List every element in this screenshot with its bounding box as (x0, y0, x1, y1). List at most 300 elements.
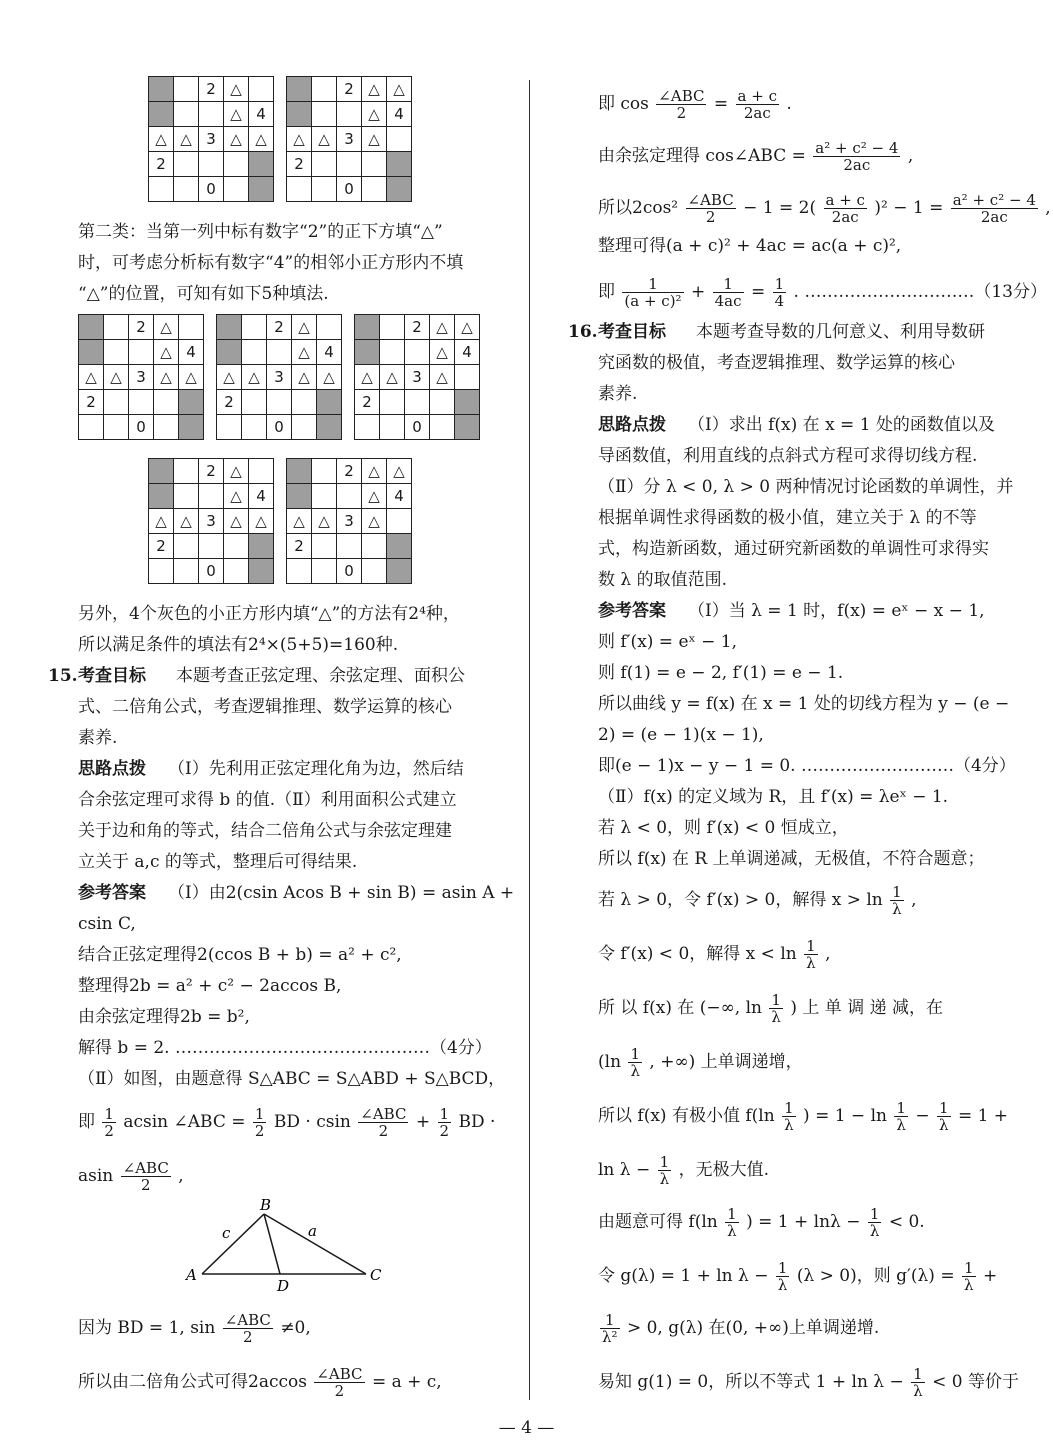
grid-cell: 2 (405, 315, 430, 340)
paragraph-line: 整理得2b = a² + c² − 2accos B, (78, 976, 342, 996)
grid-row (287, 77, 412, 102)
paragraph-line: （Ⅰ）求出 f(x) 在 x = 1 处的函数值以及 (688, 415, 995, 435)
grid-cell (380, 315, 405, 340)
grid-cell: △ (79, 365, 104, 390)
grid-cell (287, 459, 312, 484)
grid-cell (337, 534, 362, 559)
grid-cell: 0 (337, 177, 362, 202)
grid-row (79, 315, 204, 340)
grid-row (217, 390, 342, 415)
grid-cell (287, 177, 312, 202)
grid-cell (249, 77, 274, 102)
grid-cell (174, 102, 199, 127)
grid-cell: △ (430, 340, 455, 365)
question-number: 15. (48, 666, 78, 686)
grid-cell (317, 390, 342, 415)
grid-row (287, 102, 412, 127)
grid-cell: 3 (337, 509, 362, 534)
grid-cell: △ (154, 365, 179, 390)
fraction: $\frac{1}{\lambda}$ (892, 883, 902, 918)
grid-cell: △ (312, 127, 337, 152)
grid-cell (224, 152, 249, 177)
grid-cell: 2 (287, 534, 312, 559)
fraction: $\frac{\text{∠ABC}}{2}$ (360, 1105, 407, 1140)
fraction: $\frac{1}{\text{(a + c)²}}$ (624, 275, 682, 310)
grid-cell (317, 415, 342, 440)
fraction: $\frac{1}{\lambda}$ (784, 1099, 794, 1134)
grid-cell: △ (455, 315, 480, 340)
equation-line: 即 $\frac{1}{\text{(a + c)²}}$ + $\frac{1}{4ac}$ = $\frac{1}{4}$ . …………………………（13分） (598, 275, 1047, 310)
grid (286, 458, 412, 584)
grid-cell: △ (224, 459, 249, 484)
grid-cell (405, 390, 430, 415)
paragraph-line: 合余弦定理可求得 b 的值.（Ⅱ）利用面积公式建立 (78, 790, 457, 810)
grid-cell (312, 534, 337, 559)
paragraph-line: 立关于 a,c 的等式，整理后可得结果. (78, 852, 358, 872)
grid-cell (312, 177, 337, 202)
paragraph-line: 若 λ < 0，则 f′(x) < 0 恒成立， (598, 818, 849, 838)
paragraph-line: 第二类：当第一列中标有数字“2”的正下方填“△” (78, 222, 443, 242)
grid-cell (224, 534, 249, 559)
grid-cell: 2 (217, 390, 242, 415)
equation-line: 即 cos $\frac{\text{∠ABC}}{2}$ = $\frac{a + c}{2ac}$ . (598, 87, 792, 122)
side-ab (202, 1214, 264, 1274)
grid-cell (242, 315, 267, 340)
equation-line: 由余弦定理得 cos∠ABC = $\frac{\text{a² + c² − 4}}{2ac}$ , (598, 139, 914, 174)
grid-cell: △ (430, 315, 455, 340)
grid-cell (362, 534, 387, 559)
equation-line: ln λ − $\frac{1}{\lambda}$ ，无极大值. (598, 1153, 769, 1188)
grid-cell: △ (362, 102, 387, 127)
grid-cell (387, 534, 412, 559)
grid (286, 76, 412, 202)
grid-cell (174, 559, 199, 584)
fraction: $\frac{1}{2}$ (254, 1105, 265, 1140)
grid-cell: 2 (199, 459, 224, 484)
grid-cell: △ (224, 509, 249, 534)
grid-cell (149, 177, 174, 202)
grid-cell (79, 340, 104, 365)
paragraph-line: 所以满足条件的填法有2⁴×(5+5)=160种. (78, 635, 399, 655)
grid-cell: 2 (267, 315, 292, 340)
grid-cell (287, 102, 312, 127)
grid-row (149, 102, 274, 127)
fraction: $\frac{\text{a² + c² − 4}}{2ac}$ (952, 191, 1036, 226)
grid-cell: 2 (199, 77, 224, 102)
grid-row (355, 365, 480, 390)
paragraph-line: 即(e − 1)x − y − 1 = 0. ………………………（4分） (598, 756, 1016, 776)
grid-cell: △ (224, 102, 249, 127)
paragraph-line: 根据单调性求得函数的极小值，建立关于 λ 的不等 (598, 508, 977, 528)
grid-cell (224, 177, 249, 202)
grid-cell (217, 340, 242, 365)
grid-cell (249, 459, 274, 484)
grid-row (355, 340, 480, 365)
grid-cell: △ (292, 315, 317, 340)
grid-cell: △ (287, 127, 312, 152)
grid-row (217, 315, 342, 340)
grid-row (287, 459, 412, 484)
grid-row (217, 415, 342, 440)
grid-cell (154, 415, 179, 440)
grid-row (149, 459, 274, 484)
grid-row (217, 365, 342, 390)
grid-cell: △ (362, 127, 387, 152)
grid-cell: △ (224, 484, 249, 509)
fraction: $\frac{1}{\lambda}$ (869, 1205, 880, 1240)
grid-cell (249, 177, 274, 202)
grid-cell (249, 534, 274, 559)
grid-cell (317, 315, 342, 340)
equation-line: 由题意可得 f(ln $\frac{1}{\lambda}$ ) = 1 + lnλ − $\frac{1}{\lambda}$ < 0. (598, 1205, 925, 1240)
grid-cell: 0 (199, 559, 224, 584)
grid-row (355, 315, 480, 340)
fraction: $\frac{1}{\lambda}$ (630, 1045, 640, 1080)
equation-line: 所以 f(x) 有极小值 f(ln $\frac{1}{\lambda}$ ) = 1 − ln $\frac{1}{\lambda}$ − $\frac{1}{\lambda}$ = 1 + (598, 1099, 1009, 1134)
grid-cell: 3 (337, 127, 362, 152)
grid-cell: △ (317, 365, 342, 390)
grid-row (79, 365, 204, 390)
fraction: $\frac{\text{∠ABC}}{2}$ (224, 1311, 271, 1346)
grid-cell: △ (362, 77, 387, 102)
grid-cell (242, 415, 267, 440)
paragraph-line: 由余弦定理得2b = b², (78, 1007, 250, 1027)
grid-cell (179, 415, 204, 440)
grid-cell: 3 (267, 365, 292, 390)
grid-cell: 0 (405, 415, 430, 440)
paragraph-line: 本题考查正弦定理、余弦定理、面积公 (176, 666, 465, 686)
paragraph-line: 式、二倍角公式，考查逻辑推理、数学运算的核心 (78, 697, 452, 717)
fraction: $\frac{a + c}{2ac}$ (825, 191, 865, 226)
paragraph-line: （Ⅱ）如图，由题意得 S△ABC = S△ABD + S△BCD， (78, 1069, 506, 1089)
fraction: $\frac{1}{\lambda}$ (771, 991, 781, 1026)
equation-line: 因为 BD = 1, sin $\frac{\text{∠ABC}}{2}$ ≠0, (78, 1311, 311, 1346)
grid-cell (287, 77, 312, 102)
grid-cell: △ (154, 315, 179, 340)
section-label: 考查目标 (78, 666, 146, 686)
grid-cell (287, 559, 312, 584)
grid-cell (355, 415, 380, 440)
grid-cell: △ (387, 459, 412, 484)
grid-cell (287, 484, 312, 509)
grid-cell (129, 340, 154, 365)
grid-row (287, 534, 412, 559)
paragraph-line: 本题考查导数的几何意义、利用导数研 (696, 322, 985, 342)
grid-cell: 2 (337, 77, 362, 102)
section-label: 参考答案 (78, 883, 146, 903)
grid-cell (174, 177, 199, 202)
fraction: $\frac{1}{4ac}$ (714, 275, 742, 310)
fraction: $\frac{1}{\lambda}$ (896, 1099, 906, 1134)
label-d: D (277, 1277, 290, 1295)
label-side-c: c (222, 1224, 231, 1242)
paragraph-line: 所以 f(x) 在 R 上单调递减，无极值，不符合题意； (598, 849, 985, 869)
paragraph-line: 另外，4个灰色的小正方形内填“△”的方法有2⁴种， (78, 604, 460, 624)
grid-cell: 2 (287, 152, 312, 177)
grid-row (217, 340, 342, 365)
grid-cell: 2 (149, 534, 174, 559)
fraction: $\frac{1}{\lambda}$ (659, 1153, 670, 1188)
grid-cell (267, 390, 292, 415)
grid-row (149, 534, 274, 559)
paragraph-line: csin C, (78, 914, 136, 934)
grid-cell (292, 390, 317, 415)
fraction: $\frac{1}{2}$ (439, 1105, 450, 1140)
grid-cell (199, 534, 224, 559)
grid-cell (179, 315, 204, 340)
grid-cell: △ (149, 127, 174, 152)
grid-row (287, 484, 412, 509)
grid-row (355, 415, 480, 440)
fraction: $\frac{\text{∠ABC}}{2}$ (316, 1365, 363, 1400)
grid-row (79, 340, 204, 365)
grid-cell (312, 102, 337, 127)
grid-cell (312, 459, 337, 484)
equation-line: 若 λ > 0，令 f′(x) > 0，解得 x > ln $\frac{1}{\lambda}$ , (598, 883, 917, 918)
fraction: $\frac{1}{2}$ (104, 1105, 114, 1140)
grid-cell: △ (362, 459, 387, 484)
fraction: $\frac{1}{\lambda}$ (727, 1205, 737, 1240)
grid-cell (292, 415, 317, 440)
grid-cell: 3 (405, 365, 430, 390)
section-label: 思路点拨 (598, 415, 666, 435)
grid (216, 314, 342, 440)
grid-cell (455, 415, 480, 440)
section-label: 参考答案 (598, 601, 666, 621)
grid-cell (174, 534, 199, 559)
label-c: C (370, 1266, 382, 1284)
grid-cell (79, 315, 104, 340)
grid-cell (149, 102, 174, 127)
grid-cell (380, 415, 405, 440)
grid-cell: 2 (79, 390, 104, 415)
grid-cell: △ (312, 509, 337, 534)
grid-cell: △ (292, 365, 317, 390)
grid-cell: 2 (337, 459, 362, 484)
grid-cell (149, 559, 174, 584)
grid-cell (430, 390, 455, 415)
grid-row (149, 484, 274, 509)
paragraph-line: 则 f′(x) = eˣ − 1, (598, 632, 737, 652)
grid-cell: △ (249, 127, 274, 152)
grid-cell (249, 559, 274, 584)
grid-cell: △ (149, 509, 174, 534)
grid-cell: 0 (337, 559, 362, 584)
equation-line: (ln $\frac{1}{\lambda}$ , +∞) 上单调递增， (598, 1045, 803, 1080)
grid-cell (104, 415, 129, 440)
paragraph-line: 则 f(1) = e − 2, f′(1) = e − 1. (598, 663, 844, 683)
grid-cell: 4 (179, 340, 204, 365)
grid-cell: △ (217, 365, 242, 390)
grid-cell (249, 152, 274, 177)
grid-cell (149, 77, 174, 102)
grid-cell: 3 (199, 127, 224, 152)
grid-cell (337, 102, 362, 127)
segment-bd (264, 1214, 280, 1274)
paragraph-line: （Ⅱ）f(x) 的定义域为 R，且 f′(x) = λeˣ − 1. (598, 787, 949, 807)
paragraph-line: 2) = (e − 1)(x − 1), (598, 725, 764, 745)
grid-cell: 3 (199, 509, 224, 534)
paragraph-line: 结合正弦定理得2(ccos B + b) = a² + c², (78, 945, 402, 965)
paragraph-line: （Ⅰ）当 λ = 1 时，f(x) = eˣ − x − 1, (688, 601, 985, 621)
fraction: $\frac{1}{\lambda}$ (806, 937, 816, 972)
grid-cell (149, 459, 174, 484)
paragraph-line: 导函数值，利用直线的点斜式方程可求得切线方程. (598, 446, 978, 466)
grid-row (79, 390, 204, 415)
paragraph-line: 究函数的极值，考查逻辑推理、数学运算的核心 (598, 353, 955, 373)
grid-cell: △ (287, 509, 312, 534)
grid-cell (312, 559, 337, 584)
fraction: $\frac{1}{\lambda}$ (913, 1365, 923, 1400)
grid-cell (387, 177, 412, 202)
paragraph-line: （Ⅰ）由2(csin Acos B + sin B) = asin A + (168, 883, 515, 903)
grid-cell (104, 315, 129, 340)
grid-cell: 3 (129, 365, 154, 390)
equation-line: 易知 g(1) = 0，所以不等式 1 + ln λ − $\frac{1}{\lambda}$ < 0 等价于 (598, 1365, 1019, 1400)
paragraph-line: （Ⅰ）先利用正弦定理化角为边，然后结 (168, 759, 464, 779)
grid-cell (217, 415, 242, 440)
paragraph-line: 素养. (598, 384, 638, 404)
grid-cell: 0 (129, 415, 154, 440)
fraction: $\frac{\text{∠ABC}}{2}$ (122, 1159, 169, 1194)
grid-cell (104, 390, 129, 415)
grid-cell: 4 (387, 484, 412, 509)
equation-line: 所以2cos² $\frac{\text{∠ABC}}{2}$ − 1 = 2( $\frac{a + c}{2ac}$ )² − 1 = $\frac{\text{a² + c² − 4}}{2ac}$ , (598, 191, 1051, 226)
grid (148, 458, 274, 584)
grid-cell (174, 152, 199, 177)
grid-cell: △ (179, 365, 204, 390)
grid-cell: △ (355, 365, 380, 390)
grid-row (149, 152, 274, 177)
equation-line: asin $\frac{\text{∠ABC}}{2}$ , (78, 1159, 184, 1194)
grid-cell (362, 177, 387, 202)
grid-cell (455, 365, 480, 390)
paragraph-line: 式，构造新函数，通过研究新函数的单调性可求得实 (598, 539, 989, 559)
grid-cell (312, 152, 337, 177)
grid-cell: △ (104, 365, 129, 390)
grid-cell: 2 (149, 152, 174, 177)
grid-cell (455, 390, 480, 415)
grid-row (287, 509, 412, 534)
grid-cell: 2 (129, 315, 154, 340)
grid-cell (79, 415, 104, 440)
paragraph-line: “△”的位置，可知有如下5种填法. (78, 284, 329, 304)
grid-row (149, 127, 274, 152)
paragraph-line: 所以曲线 y = f(x) 在 x = 1 处的切线方程为 y − (e − (598, 694, 1010, 714)
grid-cell (405, 340, 430, 365)
column-divider (529, 80, 530, 1400)
grid-cell: 4 (317, 340, 342, 365)
grid-row (149, 559, 274, 584)
page-number: — 4 — (498, 1418, 555, 1438)
grid-cell: △ (430, 365, 455, 390)
equation-line: $\frac{1}{\text{λ²}}$ > 0, g(λ) 在(0, +∞)上单调递增. (602, 1311, 880, 1346)
paragraph-line: 关于边和角的等式，结合二倍角公式与余弦定理建 (78, 821, 452, 841)
grid-cell: 4 (249, 484, 274, 509)
fraction: $\frac{1}{4}$ (774, 275, 785, 310)
grid-cell (154, 390, 179, 415)
equation-line: 所 以 f(x) 在 (−∞, ln $\frac{1}{\lambda}$ ) 上 单 调 递 减，在 (598, 991, 944, 1026)
equation-line: 即 $\frac{1}{2}$ acsin ∠ABC = $\frac{1}{2}$ BD · csin $\frac{\text{∠ABC}}{2}$ + $\frac{1}{2}$ BD · (78, 1105, 496, 1140)
paragraph-line: 解得 b = 2. ………………………………………（4分） (78, 1038, 492, 1058)
equation-line: 令 f′(x) < 0，解得 x < ln $\frac{1}{\lambda}$ , (598, 937, 831, 972)
grid-cell (355, 340, 380, 365)
grid-cell (312, 484, 337, 509)
grid-row (149, 177, 274, 202)
grid-row (287, 127, 412, 152)
grid-row (79, 415, 204, 440)
paragraph-line: 素养. (78, 728, 118, 748)
grid-cell (312, 77, 337, 102)
fraction: $\frac{a + c}{2ac}$ (737, 87, 777, 122)
grid-cell: △ (154, 340, 179, 365)
paragraph-line: 时，可考虑分析标有数字“4”的相邻小正方形内不填 (78, 253, 464, 273)
grid-cell (179, 390, 204, 415)
grid-cell (224, 559, 249, 584)
grid-cell: △ (174, 509, 199, 534)
label-b: B (260, 1198, 272, 1214)
grid-cell: 2 (355, 390, 380, 415)
grid-cell (430, 415, 455, 440)
section-label: 考查目标 (598, 322, 666, 342)
grid-cell (387, 509, 412, 534)
fraction: $\frac{\text{a² + c² − 4}}{2ac}$ (815, 139, 899, 174)
grid-cell (199, 152, 224, 177)
grid-cell (174, 459, 199, 484)
grid-row (287, 152, 412, 177)
grid-cell: △ (380, 365, 405, 390)
fraction: $\frac{1}{\lambda}$ (777, 1259, 788, 1294)
grid-cell (129, 390, 154, 415)
grid-cell (149, 484, 174, 509)
grid-cell: △ (224, 77, 249, 102)
grid (148, 76, 274, 202)
grid-cell: △ (292, 340, 317, 365)
grid-cell (199, 484, 224, 509)
grid-cell (362, 559, 387, 584)
grid-cell (104, 340, 129, 365)
grid-cell (242, 390, 267, 415)
equation-line: 所以由二倍角公式可得2accos $\frac{\text{∠ABC}}{2}$ = a + c, (78, 1365, 442, 1400)
paragraph-line: 整理可得(a + c)² + 4ac = ac(a + c)², (598, 236, 902, 256)
grid-cell (174, 77, 199, 102)
fraction: $\frac{1}{\lambda}$ (938, 1099, 949, 1134)
grid-cell (387, 127, 412, 152)
grid-cell: △ (387, 77, 412, 102)
grid-cell: 0 (267, 415, 292, 440)
grid-cell (355, 315, 380, 340)
triangle-figure (180, 1198, 400, 1298)
label-a: A (186, 1266, 197, 1284)
label-side-a: a (308, 1222, 317, 1240)
grid-cell: △ (224, 127, 249, 152)
grid-cell (387, 559, 412, 584)
question-number: 16. (568, 322, 598, 342)
grid (78, 314, 204, 440)
grid-row (287, 177, 412, 202)
grid-row (149, 77, 274, 102)
grid (354, 314, 480, 440)
grid-row (149, 509, 274, 534)
grid-cell: △ (249, 509, 274, 534)
grid-cell (242, 340, 267, 365)
grid-cell (174, 484, 199, 509)
grid-cell: 4 (455, 340, 480, 365)
paragraph-line: 数 λ 的取值范围. (598, 570, 727, 590)
grid-cell: 0 (199, 177, 224, 202)
fraction: $\frac{\text{∠ABC}}{2}$ (658, 87, 705, 122)
fraction: $\frac{\text{∠ABC}}{2}$ (687, 191, 734, 226)
